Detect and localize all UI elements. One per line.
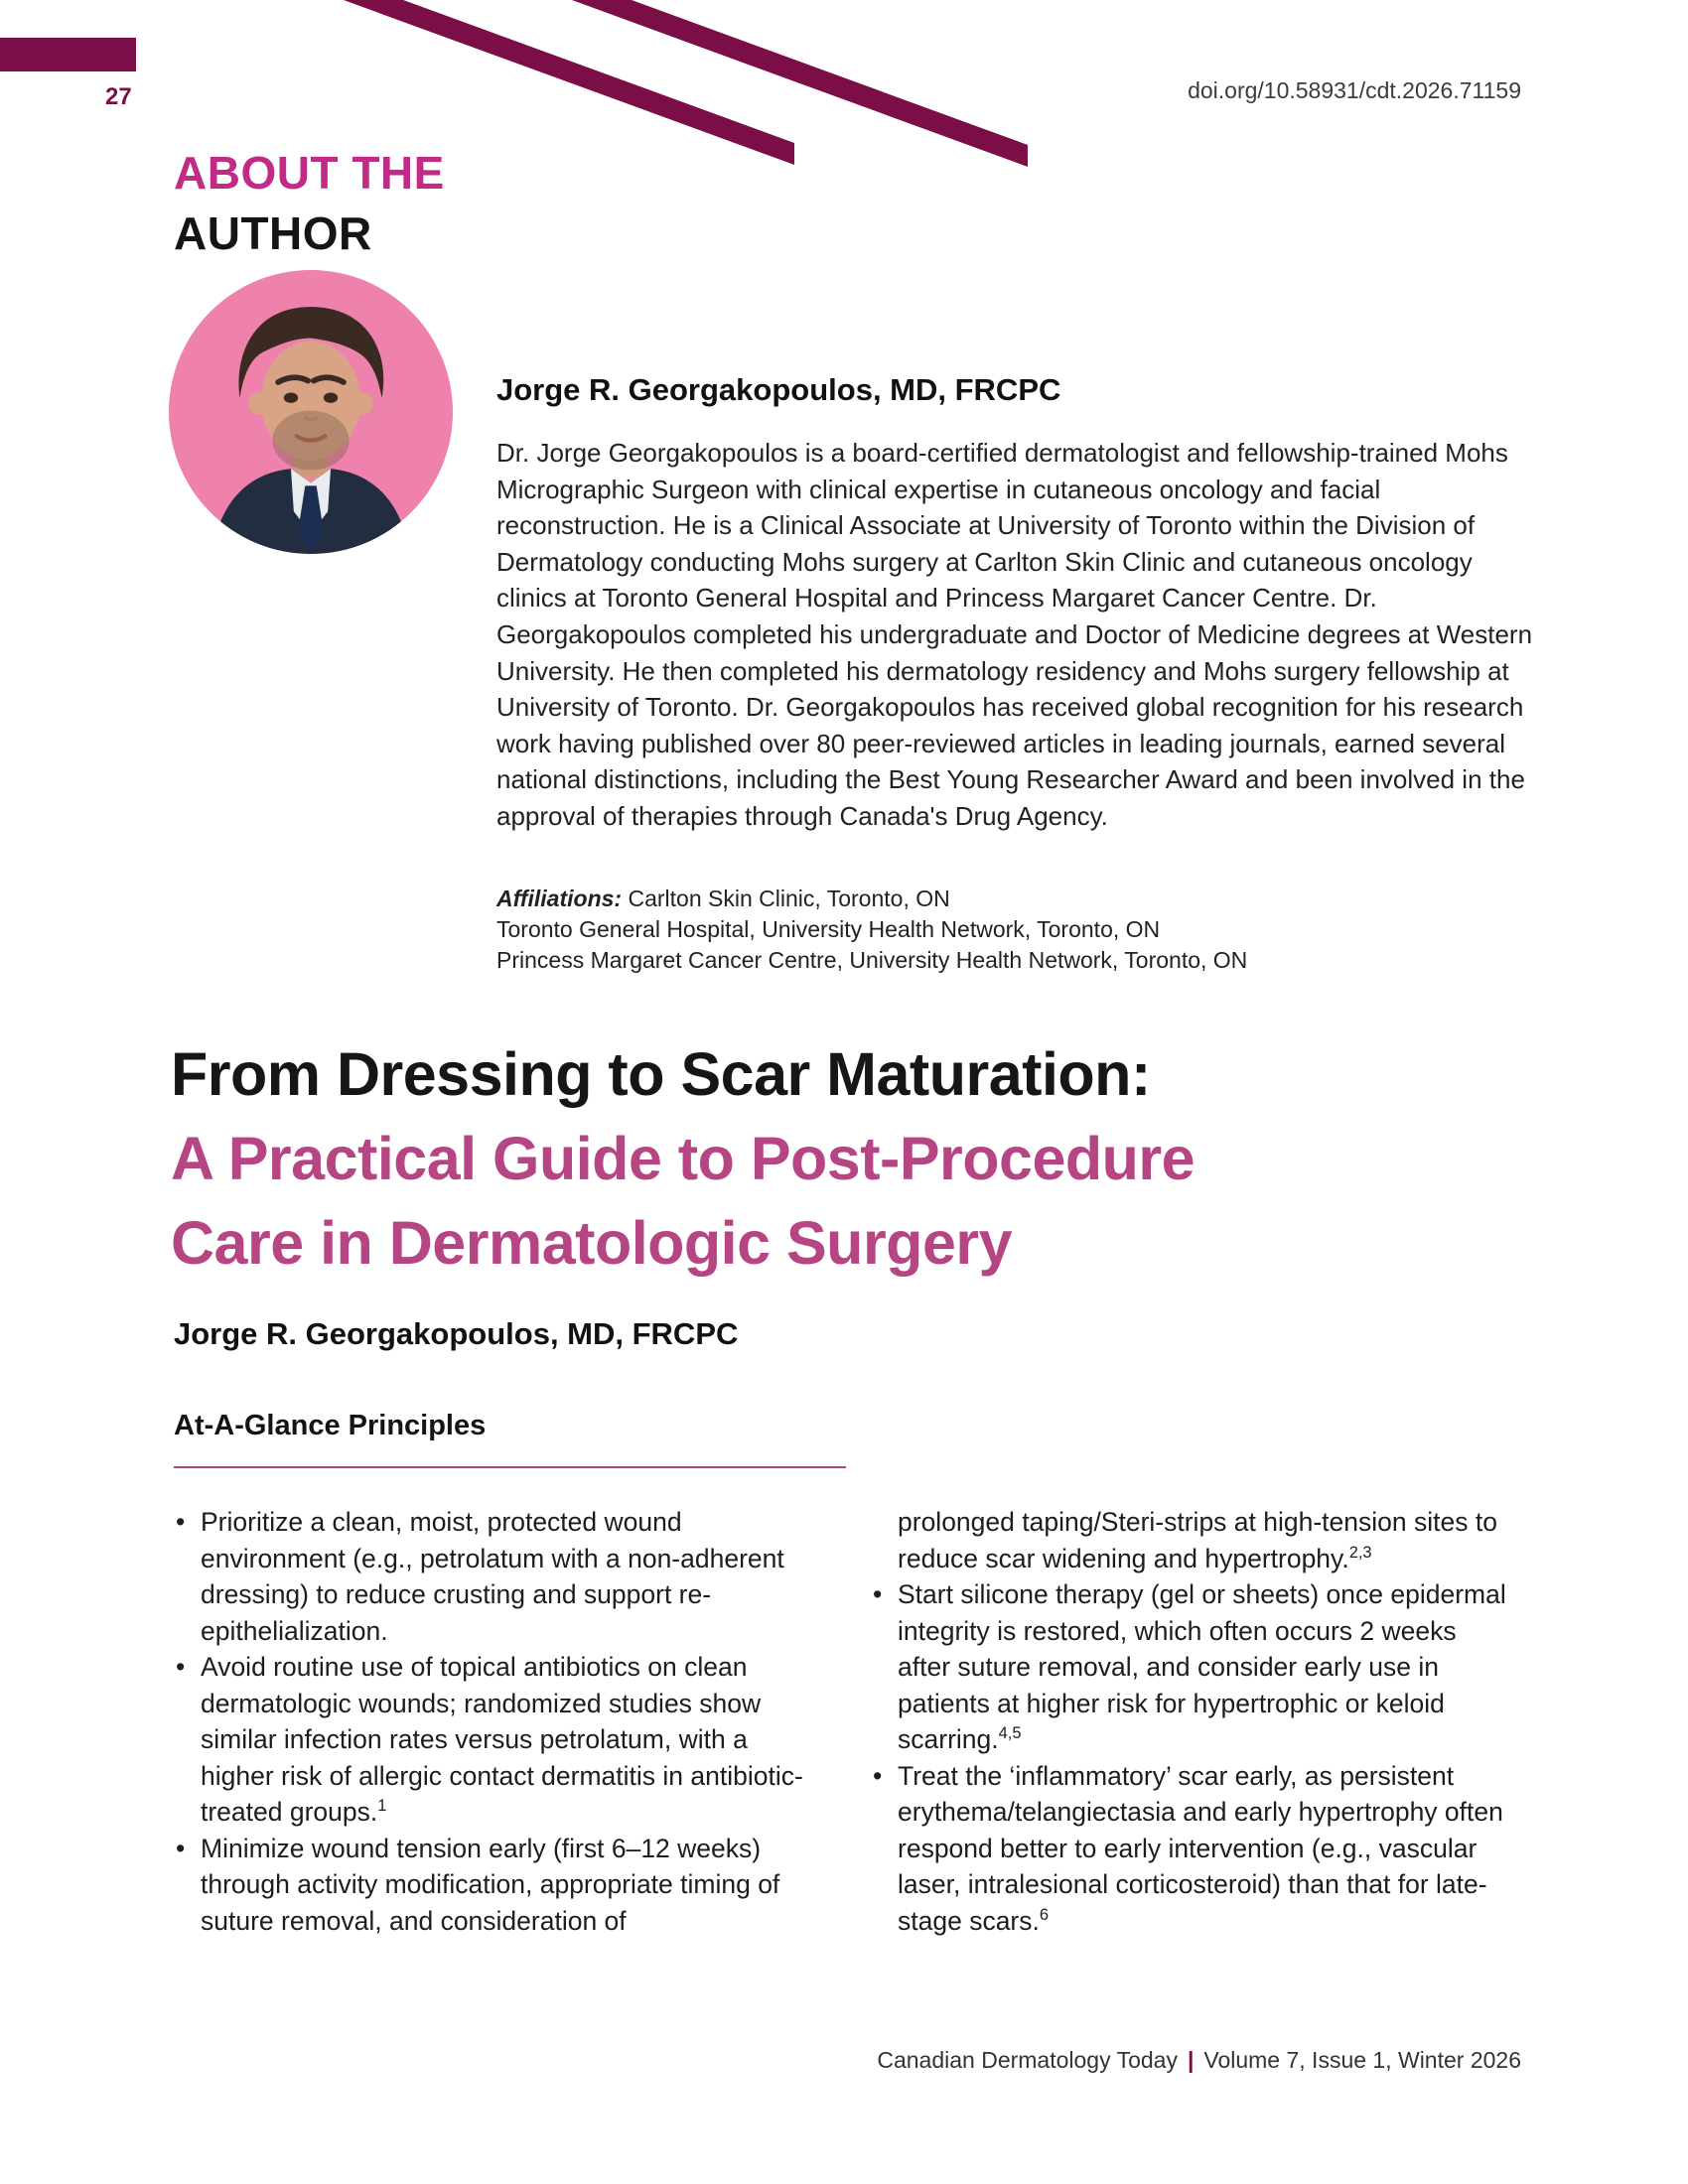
section-underline	[174, 1466, 846, 1468]
bullet-point: •	[176, 1507, 186, 1537]
principle-text: Minimize wound tension early (first 6–12 weeks) through activity modification, appropriate timing of suture removal, and consideration of	[201, 1833, 780, 1936]
bullet-point: •	[873, 1579, 883, 1609]
about-heading-line1: ABOUT THE	[174, 147, 445, 199]
author-photo	[169, 270, 453, 554]
article-byline: Jorge R. Georgakopoulos, MD, FRCPC	[174, 1316, 739, 1351]
principles-column-left	[174, 1504, 819, 1939]
bullet-point: •	[176, 1833, 186, 1863]
article-title-line3: Care in Dermatologic Surgery	[171, 1209, 1013, 1277]
principle-item	[871, 1758, 1516, 1940]
about-heading-line2: AUTHOR	[174, 207, 372, 259]
affiliation-line	[496, 884, 1534, 914]
principle-text: Treat the ‘inflammatory’ scar early, as persistent erythema/telangiectasia and early hypertrophy often respond better to early intervention (e.g., vascular laser, intralesional corticosteroid) than that for late-stage scars.	[898, 1760, 1503, 1936]
bullet-point: •	[176, 1652, 186, 1682]
principle-text: Prioritize a clean, moist, protected wound environment (e.g., petrolatum with a non-adherent dressing) to reduce crusting and support re-epithelialization.	[201, 1507, 784, 1646]
principle-item	[174, 1649, 819, 1831]
principle-item	[871, 1576, 1516, 1758]
principles-column-right	[871, 1504, 1516, 1939]
footer-separator: |	[1187, 2047, 1195, 2073]
author-bio: Dr. Jorge Georgakopoulos is a board-certified dermatologist and fellowship-trained Mohs Micrographic Surgeon with clinical expertise in cutaneous oncology and facial reconstruction. He is a Clinical Associate at University of Toronto within the Division of Dermatology conducting Mohs surgery at Carlton Skin Clinic and cutaneous oncology clinics at Toronto General Hospital and Princess Margaret Cancer Centre. Dr. Georgakopoulos completed his undergraduate and Doctor of Medicine degrees at Western University. He then completed his dermatology residency and Mohs surgery fellowship at University of Toronto. Dr. Georgakopoulos has received global recognition for his research work having published over 80 peer-reviewed articles in leading journals, earned several national distinctions, including the Best Young Researcher Award and been involved in the approval of therapies through Canada's Drug Agency.	[496, 438, 1533, 831]
affiliation-line: Princess Margaret Cancer Centre, University Health Network, Toronto, ON	[496, 947, 1248, 973]
author-name: Jorge R. Georgakopoulos, MD, FRCPC	[496, 372, 1061, 407]
affiliation-text: Carlton Skin Clinic, Toronto, ON	[628, 886, 950, 911]
reference-superscript: 2,3	[1348, 1543, 1372, 1562]
page-number: 27	[105, 83, 132, 110]
page-footer	[877, 2047, 1521, 2074]
at-a-glance-heading: At-A-Glance Principles	[174, 1410, 487, 1441]
principle-text: prolonged taping/Steri-strips at high-tension sites to reduce scar widening and hypertrophy.	[898, 1507, 1497, 1573]
doi-text: doi.org/10.58931/cdt.2026.71159	[1188, 77, 1521, 103]
article-title-line2: A Practical Guide to Post-Procedure	[171, 1125, 1196, 1192]
bullet-point: •	[873, 1760, 883, 1791]
principles-list	[174, 1504, 1529, 1939]
article-title	[171, 1032, 1195, 1286]
footer-issue-info: Volume 7, Issue 1, Winter 2026	[1203, 2047, 1521, 2073]
footer-journal-name: Canadian Dermatology Today	[877, 2047, 1178, 2073]
affiliations-block	[496, 884, 1534, 976]
reference-superscript: 4,5	[998, 1724, 1022, 1743]
affiliations-label: Affiliations:	[496, 886, 623, 911]
about-the-author-heading	[174, 143, 445, 264]
affiliation-line: Toronto General Hospital, University Health Network, Toronto, ON	[496, 916, 1161, 942]
principle-item	[174, 1504, 819, 1649]
principle-item	[871, 1504, 1516, 1576]
principle-item	[174, 1831, 819, 1940]
article-title-line1: From Dressing to Scar Maturation:	[171, 1040, 1151, 1108]
reference-superscript: 1	[377, 1797, 387, 1816]
reference-superscript: 6	[1039, 1905, 1050, 1924]
principle-text: Start silicone therapy (gel or sheets) once epidermal integrity is restored, which often occurs 2 weeks after suture removal, and consider early use in patients at higher risk for hypertrophic or keloid scarring.	[898, 1579, 1506, 1754]
principle-text: Avoid routine use of topical antibiotics on clean dermatologic wounds; randomized studies show similar infection rates versus petrolatum, with a higher risk of allergic contact dermatitis in antibiotic-treated groups.	[201, 1652, 803, 1827]
